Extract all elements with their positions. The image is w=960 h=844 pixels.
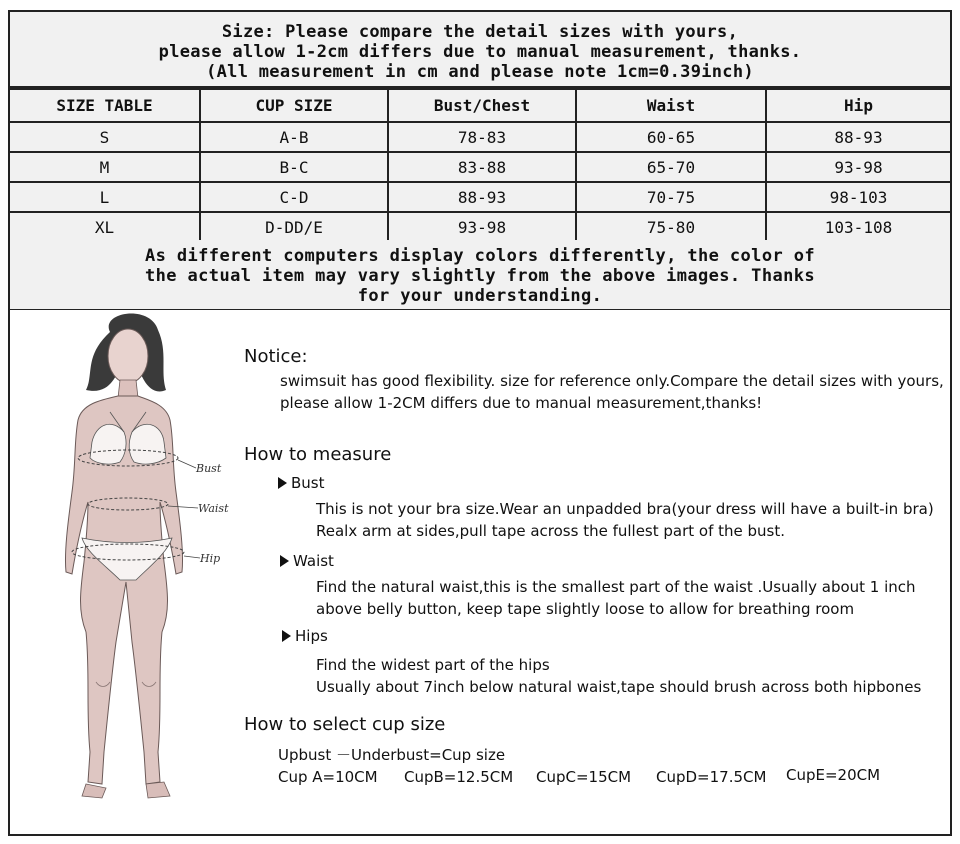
notice-title: Notice: <box>244 346 308 367</box>
header-line-3: (All measurement in cm and please note 1cm=0.39inch) <box>206 62 754 82</box>
waist-label: Waist <box>198 502 229 515</box>
column-header-bust: Bust/Chest <box>388 89 576 122</box>
cell-bust: 83-88 <box>388 152 576 182</box>
cup-e-value: CupE=20CM <box>786 766 881 784</box>
column-header-hip: Hip <box>766 89 950 122</box>
triangle-bullet-icon <box>280 555 289 567</box>
cell-size: S <box>10 122 200 152</box>
cell-waist: 70-75 <box>576 182 766 212</box>
waist-heading-label: Waist <box>293 552 334 570</box>
body-measurement-figure <box>40 312 240 812</box>
cell-size: L <box>10 182 200 212</box>
table-row <box>10 212 950 242</box>
hips-heading-label: Hips <box>295 627 328 645</box>
cell-bust: 78-83 <box>388 122 576 152</box>
column-header-cup: CUP SIZE <box>200 89 388 122</box>
cell-cup: C-D <box>200 182 388 212</box>
notice-line-1: swimsuit has good flexibility. size for reference only.Compare the detail sizes with yours, <box>280 372 944 390</box>
cell-size: M <box>10 152 200 182</box>
bust-label: Bust <box>196 462 222 475</box>
column-header-size: SIZE TABLE <box>10 89 200 122</box>
triangle-bullet-icon <box>282 630 291 642</box>
column-header-waist: Waist <box>576 89 766 122</box>
waist-heading <box>280 550 334 572</box>
cell-hip: 103-108 <box>766 212 950 242</box>
cell-waist: 75-80 <box>576 212 766 242</box>
cell-bust: 93-98 <box>388 212 576 242</box>
cell-waist: 65-70 <box>576 152 766 182</box>
cell-size: XL <box>10 212 200 242</box>
cell-cup: D-DD/E <box>200 212 388 242</box>
notice-line-2: please allow 1-2CM differs due to manual measurement,thanks! <box>280 394 763 412</box>
cup-size-title: How to select cup size <box>244 714 446 735</box>
bust-line-1: This is not your bra size.Wear an unpadded bra(your dress will have a built-in bra) <box>316 500 934 518</box>
cup-a-value: Cup A=10CM <box>278 768 378 786</box>
how-to-measure-title: How to measure <box>244 444 392 465</box>
waist-line-1: Find the natural waist,this is the smallest part of the waist .Usually about 1 inch <box>316 578 916 596</box>
cell-hip: 88-93 <box>766 122 950 152</box>
disclaimer-line-2: the actual item may vary slightly from the above images. Thanks <box>145 266 815 286</box>
cup-size-formula: Upbust －Underbust=Cup size <box>278 746 506 764</box>
hips-heading <box>282 625 328 647</box>
hips-line-1: Find the widest part of the hips <box>316 656 550 674</box>
bust-heading-label: Bust <box>291 474 325 492</box>
cup-c-value: CupC=15CM <box>536 768 632 786</box>
cell-cup: A-B <box>200 122 388 152</box>
cell-waist: 60-65 <box>576 122 766 152</box>
hip-label: Hip <box>200 552 221 565</box>
triangle-bullet-icon <box>278 477 287 489</box>
disclaimer-line-3: for your understanding. <box>357 286 603 306</box>
table-row <box>10 152 950 182</box>
bust-line-2: Realx arm at sides,pull tape across the fullest part of the bust. <box>316 522 786 540</box>
color-disclaimer <box>10 240 950 310</box>
size-chart-sheet <box>8 10 952 836</box>
header-line-1: Size: Please compare the detail sizes with yours, <box>221 22 739 42</box>
bust-heading <box>278 472 325 494</box>
disclaimer-line-1: As different computers display colors differently, the color of <box>145 246 815 266</box>
header-line-2: please allow 1-2cm differs due to manual measurement, thanks. <box>158 42 802 62</box>
cell-hip: 93-98 <box>766 152 950 182</box>
cup-b-value: CupB=12.5CM <box>404 768 514 786</box>
waist-line-2: above belly button, keep tape slightly loose to allow for breathing room <box>316 600 855 618</box>
size-header <box>10 12 950 88</box>
size-table <box>10 88 950 243</box>
cell-bust: 88-93 <box>388 182 576 212</box>
table-row <box>10 182 950 212</box>
cup-d-value: CupD=17.5CM <box>656 768 767 786</box>
table-row <box>10 122 950 152</box>
hips-line-2: Usually about 7inch below natural waist,tape should brush across both hipbones <box>316 678 922 696</box>
size-table-header-row <box>10 89 950 122</box>
cell-hip: 98-103 <box>766 182 950 212</box>
cell-cup: B-C <box>200 152 388 182</box>
